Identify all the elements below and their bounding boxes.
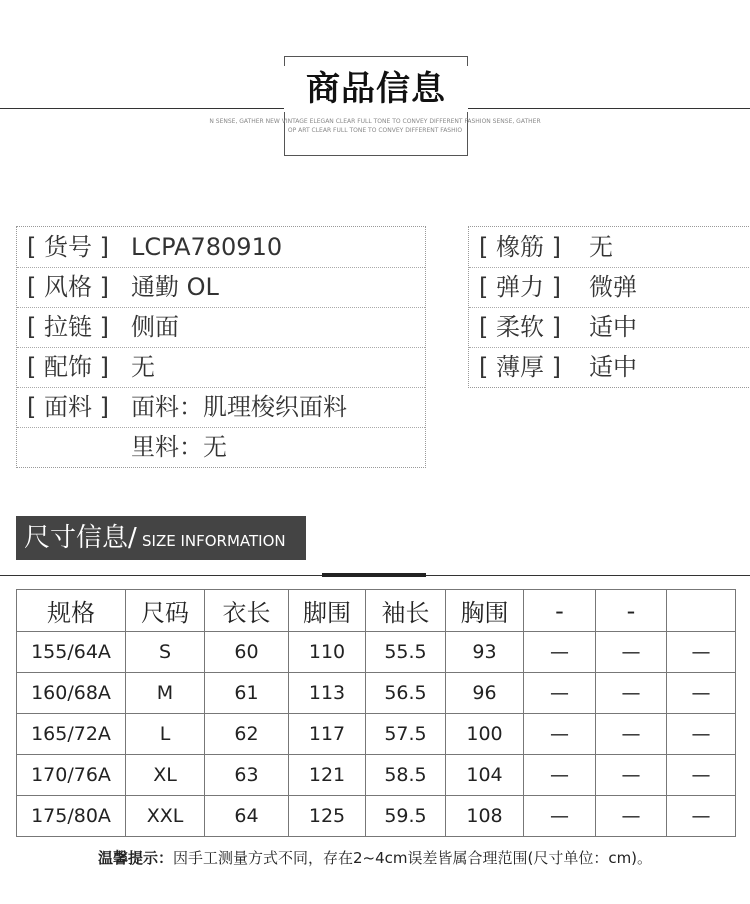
info-label: [ 配饰 ] <box>27 353 109 381</box>
table-cell: — <box>596 673 667 714</box>
table-cell: 62 <box>205 714 289 755</box>
size-section-accent-bar <box>322 573 426 577</box>
info-label: [ 橡筋 ] <box>479 233 561 261</box>
table-cell: XL <box>126 755 205 796</box>
table-cell: 165/72A <box>17 714 126 755</box>
info-row-zipper <box>17 307 425 348</box>
info-value: LCPA780910 <box>131 233 283 261</box>
info-value: 微弹 <box>589 273 637 301</box>
info-row-stretch <box>469 267 750 308</box>
header-cell: 规格 <box>17 590 126 632</box>
table-cell: 58.5 <box>366 755 446 796</box>
size-table-header-row <box>17 590 736 632</box>
table-cell: — <box>596 796 667 837</box>
table-cell: 55.5 <box>366 632 446 673</box>
header-cell: 衣长 <box>205 590 289 632</box>
table-cell: XXL <box>126 796 205 837</box>
table-cell: S <box>126 632 205 673</box>
info-value: 里料：无 <box>131 433 227 461</box>
size-section-banner <box>16 516 306 560</box>
table-cell: 61 <box>205 673 289 714</box>
table-cell: — <box>596 755 667 796</box>
info-row-accessory <box>17 347 425 388</box>
note-text: 因手工测量方式不同，存在2~4cm误差皆属合理范围(尺寸单位：cm)。 <box>172 849 653 867</box>
table-cell: 64 <box>205 796 289 837</box>
table-cell: 175/80A <box>17 796 126 837</box>
table-row <box>17 796 736 837</box>
info-label: [ 拉链 ] <box>27 313 109 341</box>
info-value: 适中 <box>589 313 637 341</box>
table-cell: — <box>667 632 736 673</box>
table-row <box>17 632 736 673</box>
table-cell: — <box>524 796 596 837</box>
size-table <box>16 589 736 837</box>
info-table-left <box>16 226 426 468</box>
table-cell: — <box>524 673 596 714</box>
table-cell: 104 <box>446 755 524 796</box>
size-section-title: 尺寸信息/ <box>24 523 137 553</box>
info-value: 侧面 <box>131 313 179 341</box>
table-cell: 121 <box>289 755 366 796</box>
page-title: 商品信息 <box>284 66 468 112</box>
header-cell: 袖长 <box>366 590 446 632</box>
info-value: 无 <box>589 233 613 261</box>
info-row-fabric <box>17 387 425 428</box>
info-row-style <box>17 267 425 308</box>
table-cell: 96 <box>446 673 524 714</box>
table-cell: — <box>596 632 667 673</box>
table-cell: 155/64A <box>17 632 126 673</box>
table-cell: M <box>126 673 205 714</box>
info-row-thickness <box>469 347 750 387</box>
table-cell: — <box>524 632 596 673</box>
info-label: [ 面料 ] <box>27 393 109 421</box>
table-row <box>17 755 736 796</box>
info-label: [ 柔软 ] <box>479 313 561 341</box>
info-label: [ 货号 ] <box>27 233 109 261</box>
table-cell: — <box>667 796 736 837</box>
table-cell: — <box>667 714 736 755</box>
measurement-note <box>0 846 750 870</box>
table-cell: 60 <box>205 632 289 673</box>
header-cell: 胸围 <box>446 590 524 632</box>
table-cell: 56.5 <box>366 673 446 714</box>
info-value: 通勤 OL <box>131 273 219 301</box>
info-row-lining <box>17 427 425 467</box>
info-label: [ 薄厚 ] <box>479 353 561 381</box>
info-value: 无 <box>131 353 155 381</box>
table-cell: 63 <box>205 755 289 796</box>
size-section-subtitle: SIZE INFORMATION <box>142 532 286 550</box>
info-value: 面料：肌理梭织面料 <box>131 393 347 421</box>
info-table-right <box>468 226 750 388</box>
table-cell: 93 <box>446 632 524 673</box>
info-row-elastic-band <box>469 227 750 268</box>
table-cell: — <box>667 673 736 714</box>
info-label: [ 风格 ] <box>27 273 109 301</box>
table-cell: — <box>667 755 736 796</box>
info-label: [ 弹力 ] <box>479 273 561 301</box>
header-cell: 脚围 <box>289 590 366 632</box>
info-value: 适中 <box>589 353 637 381</box>
table-cell: — <box>524 755 596 796</box>
table-cell: 59.5 <box>366 796 446 837</box>
tagline-line-1: N SENSE, GATHER NEW VINTAGE ELEGAN CLEAR FULL TONE TO CONVEY DIFFERENT FASHION SENSE, GATHER <box>209 118 541 125</box>
header-cell <box>667 590 736 632</box>
info-row-sku <box>17 227 425 268</box>
table-row <box>17 714 736 755</box>
tagline-line-2: OP ART CLEAR FULL TONE TO CONVEY DIFFERENT FASHIO <box>287 127 463 134</box>
header-cell: 尺码 <box>126 590 205 632</box>
table-cell: 160/68A <box>17 673 126 714</box>
header-cell: - <box>524 590 596 632</box>
info-row-softness <box>469 307 750 348</box>
table-cell: 113 <box>289 673 366 714</box>
table-cell: 100 <box>446 714 524 755</box>
table-cell: 57.5 <box>366 714 446 755</box>
table-cell: 125 <box>289 796 366 837</box>
table-cell: 170/76A <box>17 755 126 796</box>
table-cell: 110 <box>289 632 366 673</box>
table-cell: — <box>596 714 667 755</box>
table-row <box>17 673 736 714</box>
header-cell: - <box>596 590 667 632</box>
table-cell: 117 <box>289 714 366 755</box>
table-cell: 108 <box>446 796 524 837</box>
table-cell: L <box>126 714 205 755</box>
table-cell: — <box>524 714 596 755</box>
note-prefix: 温馨提示： <box>97 849 173 867</box>
